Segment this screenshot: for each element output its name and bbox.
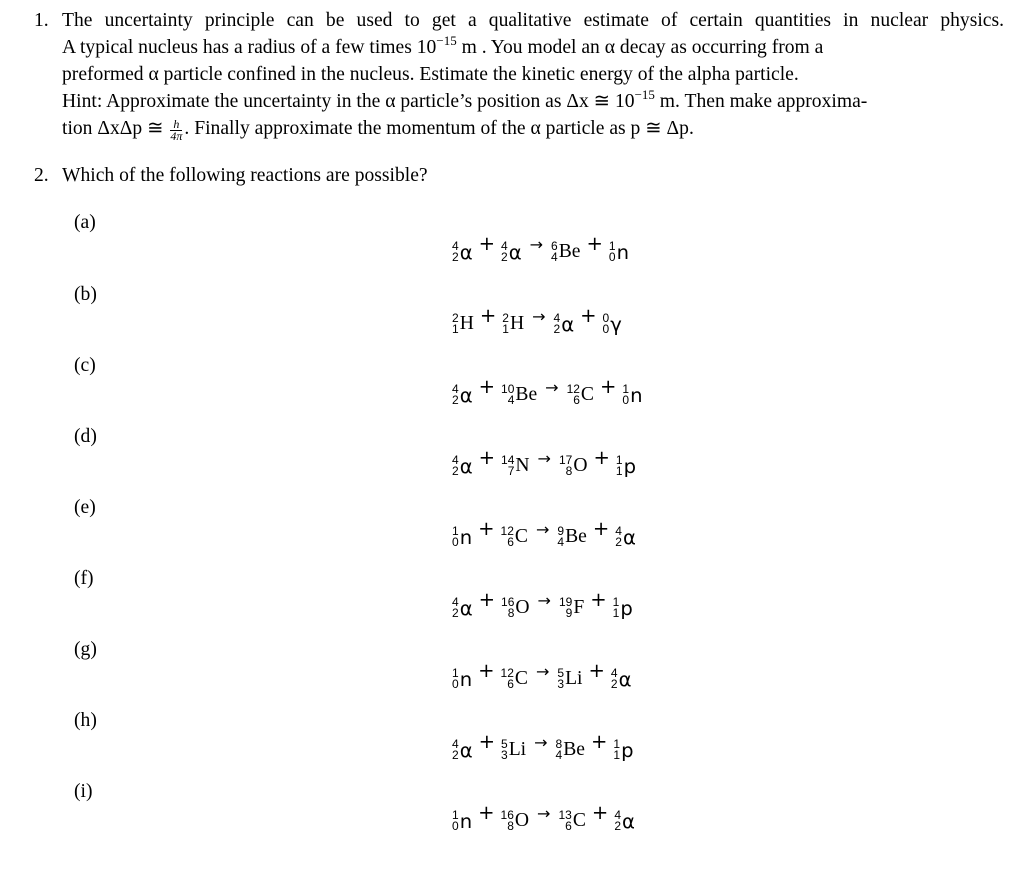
nuclide-symbol: α — [618, 667, 632, 691]
nuclide-symbol: H — [509, 313, 525, 334]
atomic-number: 0 — [602, 322, 610, 336]
reaction-arrow: → — [529, 235, 544, 254]
nuclide — [501, 526, 528, 548]
nuclide-symbol: α — [561, 312, 575, 336]
nuclide — [501, 810, 530, 832]
atomic-number: 4 — [555, 748, 563, 762]
nuclide-scripts — [614, 810, 621, 832]
nuclide — [452, 739, 473, 762]
nuclide-scripts — [603, 313, 610, 335]
reaction-equation — [452, 446, 636, 478]
mass-number: 8 — [555, 737, 563, 751]
nuclide-symbol: Be — [563, 739, 585, 760]
nuclide-scripts — [501, 384, 514, 406]
nuclide — [501, 668, 528, 690]
nuclide-symbol: O — [514, 810, 530, 831]
nuclide-scripts — [613, 597, 620, 619]
nuclide-scripts — [613, 739, 620, 761]
plus-sign: + — [478, 232, 496, 255]
reaction-arrow: → — [537, 591, 551, 610]
atomic-number: 2 — [610, 677, 618, 691]
reaction-arrow: → — [535, 662, 550, 681]
mass-number: 5 — [501, 737, 508, 751]
nuclide-scripts — [501, 810, 514, 832]
nuclide-symbol: n — [616, 240, 630, 264]
nuclide-scripts — [551, 241, 558, 263]
nuclide — [452, 241, 473, 264]
nuclide-scripts — [557, 526, 564, 548]
nuclide-scripts — [452, 384, 459, 406]
mass-number: 4 — [452, 239, 459, 253]
nuclide-symbol: Be — [558, 241, 581, 262]
reaction-label: (d) — [74, 426, 97, 447]
nuclide — [558, 810, 585, 832]
nuclide — [559, 455, 588, 477]
mass-number: 10 — [501, 382, 515, 396]
atomic-number: 0 — [608, 250, 616, 264]
nuclide — [616, 455, 636, 478]
atomic-number: 6 — [507, 535, 514, 549]
nuclide-scripts — [615, 526, 622, 548]
atomic-number: 3 — [557, 677, 565, 691]
nuclide-symbol: N — [515, 455, 530, 476]
nuclide-scripts — [559, 455, 572, 477]
nuclide-symbol: C — [580, 384, 594, 405]
nuclide-scripts — [556, 739, 563, 761]
nuclide-symbol: C — [514, 526, 528, 547]
fraction-denominator: 4π — [170, 129, 183, 143]
atomic-number: 2 — [452, 464, 459, 478]
nuclide-symbol: α — [459, 454, 473, 478]
reaction-label: (i) — [74, 781, 93, 802]
reaction-arrow: → — [535, 520, 550, 539]
nuclide-symbol: γ — [610, 312, 622, 336]
nuclide-scripts — [558, 810, 571, 832]
nuclide-symbol: Li — [508, 739, 527, 760]
nuclide-scripts — [567, 384, 580, 406]
nuclide — [556, 739, 585, 761]
mass-number: 6 — [551, 239, 558, 253]
nuclide-scripts — [501, 668, 514, 690]
reaction-arrow: → — [534, 733, 548, 752]
reaction-label: (e) — [74, 497, 96, 518]
reaction-equation — [452, 659, 632, 691]
nuclide-scripts — [616, 455, 623, 477]
atomic-number: 0 — [452, 677, 459, 691]
nuclide-scripts — [501, 739, 508, 761]
plus-sign: + — [593, 446, 610, 469]
problem-1-line-1: The uncertainty principle can be used to get a qualitative estimate of certain quantities in nuclear physics. — [62, 10, 1004, 31]
plus-sign: + — [592, 517, 610, 540]
atomic-number: 2 — [452, 393, 459, 407]
nuclide — [622, 384, 642, 407]
mass-number: 4 — [501, 239, 508, 253]
reaction-label: (a) — [74, 212, 96, 233]
nuclide-scripts — [557, 668, 564, 690]
atomic-number: 2 — [614, 819, 621, 833]
nuclide-symbol: Be — [515, 384, 538, 405]
atomic-number: 6 — [565, 819, 572, 833]
nuclide-scripts — [501, 241, 508, 263]
problem-number: 2. — [34, 165, 49, 186]
atomic-number: 1 — [612, 606, 620, 620]
line-2-end: m . You model an α decay as occurring from a — [456, 37, 824, 58]
reaction-equation — [452, 304, 622, 336]
atomic-number: 4 — [557, 535, 565, 549]
nuclide-symbol: H — [459, 313, 474, 334]
nuclide-scripts — [452, 526, 459, 548]
nuclide — [614, 810, 635, 833]
atomic-number: 6 — [573, 393, 580, 407]
reaction-arrow: → — [537, 449, 551, 468]
mass-number: 4 — [452, 453, 459, 467]
plus-sign: + — [478, 517, 495, 540]
mass-number: 1 — [452, 524, 459, 538]
plus-sign: + — [591, 730, 608, 753]
nuclide-scripts — [559, 597, 572, 619]
mass-number: 1 — [452, 666, 459, 680]
nuclide-scripts — [554, 313, 561, 335]
fraction-numerator: h — [170, 119, 182, 131]
reaction-label: (b) — [74, 284, 97, 305]
plus-sign: + — [478, 375, 496, 398]
nuclide — [501, 384, 537, 406]
mass-number: 1 — [452, 808, 459, 822]
mass-number: 1 — [608, 239, 616, 253]
nuclide — [559, 597, 584, 619]
nuclide-symbol: α — [459, 240, 473, 264]
problem-1-line-4 — [62, 88, 1004, 115]
nuclide — [452, 313, 474, 335]
atomic-number: 8 — [507, 819, 514, 833]
mass-number: 1 — [622, 382, 630, 396]
problem-1 — [34, 7, 1004, 142]
problem-2-text — [62, 162, 1004, 189]
nuclide-symbol: α — [622, 809, 635, 833]
reaction-label: (g) — [74, 639, 97, 660]
problem-2 — [34, 162, 1004, 189]
nuclide-symbol: O — [573, 455, 588, 476]
reaction-arrow: → — [537, 804, 551, 823]
atomic-number: 4 — [551, 250, 558, 264]
mass-number: 4 — [452, 382, 459, 396]
mass-number: 14 — [501, 453, 515, 467]
mass-number: 12 — [500, 666, 514, 680]
nuclide — [502, 313, 524, 335]
nuclide — [615, 526, 636, 549]
nuclide-symbol: p — [623, 454, 637, 478]
reaction-equation — [452, 517, 636, 549]
nuclide-scripts — [452, 241, 459, 263]
nuclide-symbol: n — [459, 667, 473, 691]
atomic-number: 9 — [565, 606, 573, 620]
nuclide-symbol: α — [459, 383, 473, 407]
mass-number: 12 — [500, 524, 514, 538]
nuclide — [452, 526, 472, 549]
plus-sign: + — [478, 801, 495, 824]
atomic-number: 1 — [615, 464, 623, 478]
plus-sign: + — [590, 588, 607, 611]
mass-number: 0 — [602, 311, 610, 325]
nuclide — [452, 597, 473, 620]
nuclide — [613, 739, 633, 762]
nuclide-symbol: n — [459, 525, 473, 549]
plus-sign: + — [588, 659, 605, 682]
nuclide — [551, 241, 580, 263]
atomic-number: 2 — [452, 748, 459, 762]
nuclide-symbol: p — [621, 738, 634, 762]
mass-number: 19 — [558, 595, 573, 609]
plus-sign: + — [479, 304, 497, 327]
nuclide-scripts — [609, 241, 616, 263]
mass-number: 13 — [558, 808, 572, 822]
mass-number: 2 — [502, 311, 509, 325]
plus-sign: + — [478, 446, 496, 469]
mass-number: 16 — [501, 595, 515, 609]
line-5-start: tion ΔxΔp ≅ — [62, 118, 164, 139]
atomic-number: 2 — [501, 250, 508, 264]
nuclide-scripts — [452, 810, 459, 832]
atomic-number: 8 — [565, 464, 573, 478]
atomic-number: 4 — [507, 393, 515, 407]
problem-2-question: Which of the following reactions are possible? — [62, 165, 428, 186]
plus-sign: + — [586, 232, 603, 255]
nuclide-symbol: C — [514, 668, 528, 689]
atomic-number: 7 — [507, 464, 515, 478]
nuclide-symbol: n — [459, 809, 473, 833]
plus-sign: + — [591, 801, 609, 824]
exponent: −15 — [436, 33, 457, 48]
mass-number: 1 — [615, 453, 623, 467]
nuclide-symbol: p — [620, 596, 633, 620]
nuclide-symbol: Li — [565, 668, 583, 689]
atomic-number: 1 — [613, 748, 621, 762]
atomic-number: 6 — [507, 677, 514, 691]
mass-number: 4 — [615, 524, 622, 538]
nuclide — [501, 455, 530, 477]
atomic-number: 3 — [501, 748, 508, 762]
atomic-number: 2 — [553, 322, 561, 336]
reaction-label: (f) — [74, 568, 94, 589]
nuclide-scripts — [452, 313, 459, 335]
problem-number: 1. — [34, 10, 49, 31]
atomic-number: 2 — [452, 606, 459, 620]
reaction-label: (h) — [74, 710, 97, 731]
mass-number: 5 — [557, 666, 565, 680]
reaction-equation — [452, 801, 635, 833]
nuclide — [557, 526, 586, 548]
problem-1-line-2 — [62, 34, 1004, 61]
nuclide — [603, 313, 622, 336]
nuclide-symbol: n — [630, 383, 643, 407]
nuclide-scripts — [452, 668, 459, 690]
nuclide — [557, 668, 582, 690]
mass-number: 17 — [558, 453, 573, 467]
nuclide-symbol: α — [459, 596, 473, 620]
atomic-number: 0 — [452, 535, 459, 549]
nuclide-scripts — [501, 597, 514, 619]
mass-number: 4 — [553, 311, 561, 325]
atomic-number: 0 — [622, 393, 630, 407]
mass-number: 4 — [452, 737, 459, 751]
mass-number: 2 — [452, 311, 459, 325]
nuclide-scripts — [502, 313, 509, 335]
nuclide — [554, 313, 575, 336]
nuclide — [613, 597, 633, 620]
reaction-arrow: → — [545, 378, 559, 397]
nuclide-scripts — [452, 597, 459, 619]
nuclide — [609, 241, 629, 264]
atomic-number: 1 — [452, 322, 459, 336]
nuclide-symbol: C — [572, 810, 586, 831]
nuclide-symbol: α — [459, 738, 473, 762]
nuclide — [452, 384, 473, 407]
nuclide — [501, 241, 522, 264]
line-4-end: m. Then make approxima- — [654, 91, 868, 112]
nuclide-scripts — [501, 526, 514, 548]
nuclide — [611, 668, 632, 691]
nuclide — [452, 455, 473, 478]
mass-number: 4 — [610, 666, 618, 680]
nuclide-scripts — [622, 384, 629, 406]
plus-sign: + — [478, 659, 495, 682]
nuclide-scripts — [452, 739, 459, 761]
nuclide-symbol: F — [573, 597, 585, 618]
nuclide — [452, 668, 472, 691]
mass-number: 12 — [566, 382, 580, 396]
mass-number: 4 — [614, 808, 621, 822]
plus-sign: + — [580, 304, 597, 327]
fraction-h-over-4pi — [170, 119, 182, 142]
problem-1-line-5 — [62, 115, 1004, 142]
mass-number: 4 — [452, 595, 459, 609]
atomic-number: 1 — [502, 322, 509, 336]
plus-sign: + — [478, 588, 496, 611]
reaction-equation — [452, 375, 643, 407]
atomic-number: 2 — [615, 535, 622, 549]
nuclide — [501, 597, 530, 619]
problem-1-text — [62, 7, 1004, 142]
line-2-start: A typical nucleus has a radius of a few times 10 — [62, 37, 437, 58]
nuclide — [501, 739, 526, 761]
reaction-equation — [452, 588, 633, 620]
plus-sign: + — [478, 730, 496, 753]
nuclide — [452, 810, 472, 833]
mass-number: 9 — [557, 524, 565, 538]
reaction-equation — [452, 730, 634, 762]
reaction-arrow: → — [532, 307, 546, 326]
nuclide-symbol: Be — [565, 526, 587, 547]
reaction-label: (c) — [74, 355, 96, 376]
atomic-number: 2 — [452, 250, 459, 264]
exponent: −15 — [634, 87, 655, 102]
mass-number: 1 — [612, 595, 620, 609]
atomic-number: 0 — [452, 819, 459, 833]
nuclide-symbol: α — [622, 525, 636, 549]
nuclide — [567, 384, 594, 406]
nuclide-scripts — [452, 455, 459, 477]
mass-number: 16 — [500, 808, 514, 822]
mass-number: 1 — [613, 737, 621, 751]
reaction-equation — [452, 232, 629, 264]
nuclide-scripts — [611, 668, 618, 690]
atomic-number: 8 — [507, 606, 515, 620]
line-5-end: . Finally approximate the momentum of the α particle as p ≅ Δp. — [184, 118, 694, 139]
nuclide-symbol: O — [515, 597, 530, 618]
line-4-start: Hint: Approximate the uncertainty in the α particle’s position as Δx ≅ 10 — [62, 91, 635, 112]
nuclide-scripts — [501, 455, 514, 477]
nuclide-symbol: α — [508, 240, 522, 264]
plus-sign: + — [600, 375, 617, 398]
problem-1-line-3: preformed α particle confined in the nucleus. Estimate the kinetic energy of the alpha particle. — [62, 64, 799, 85]
